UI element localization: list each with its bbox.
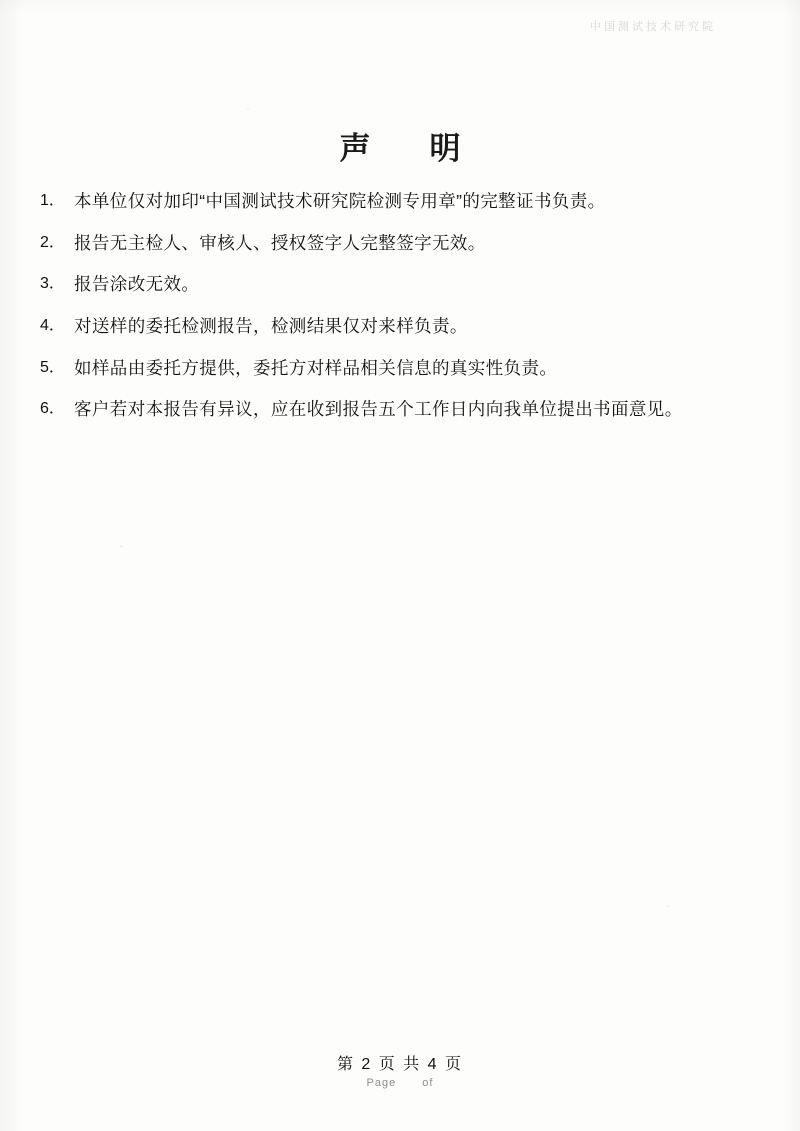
- list-item: [40, 355, 756, 382]
- clause-text: 对送样的委托检测报告，检测结果仅对来样负责。: [74, 315, 468, 336]
- clause-number: 1．: [40, 192, 65, 209]
- watermark-header-text: 中国测试技术研究院: [590, 21, 716, 33]
- of-word-label: of: [422, 1077, 434, 1089]
- clause-number: 3．: [40, 275, 65, 293]
- paper-speck: [120, 545, 123, 548]
- clause-text: 报告无主检人、审核人、授权签字人完整签字无效。: [74, 232, 486, 253]
- list-item: [40, 230, 756, 257]
- page-title: 声 明: [339, 131, 475, 166]
- list-item: [40, 396, 756, 423]
- clause-number: 4．: [40, 316, 65, 334]
- declaration-clause-list: [40, 188, 756, 438]
- clause-text: 如样品由委托方提供，委托方对样品相关信息的真实性负责。: [74, 357, 558, 378]
- clause-number: 6．: [40, 400, 65, 418]
- list-item: [40, 271, 756, 298]
- paper-speck: [247, 108, 249, 110]
- paper-speck: [667, 905, 669, 907]
- page-number-en: [0, 1077, 800, 1089]
- clause-text: 本单位仅对加印“中国测试技术研究院检测专用章”的完整证书负责。: [74, 191, 606, 211]
- list-item: [40, 188, 756, 215]
- clause-number: 2．: [40, 233, 65, 251]
- clause-number: 5．: [40, 358, 65, 376]
- page-word-label: Page: [366, 1077, 397, 1089]
- list-item: [40, 313, 756, 340]
- page-footer: [0, 1051, 800, 1089]
- clause-text: 报告涂改无效。: [74, 274, 200, 295]
- page-number-cn: 第 2 页 共 4 页: [336, 1056, 464, 1073]
- clause-text: 客户若对本报告有异议，应在收到报告五个工作日内向我单位提出书面意见。: [74, 399, 683, 420]
